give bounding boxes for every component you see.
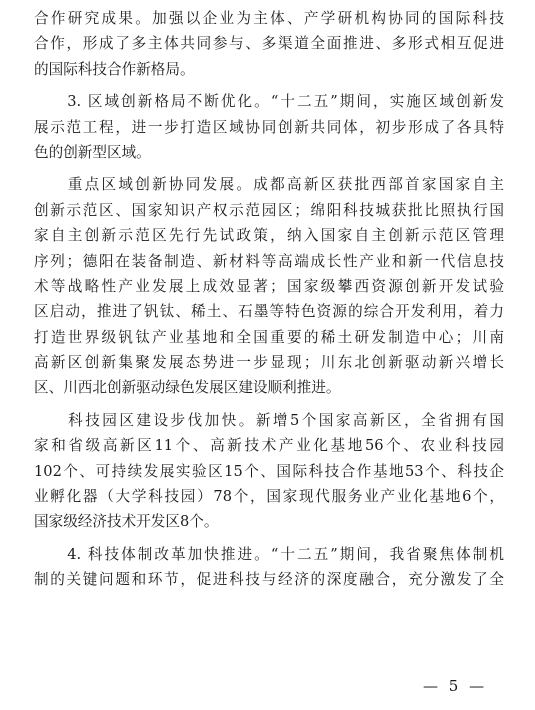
text-line: 区启动，推进了钒钛、稀土、石墨等特色资源的综合开发利用，着力 [34,303,504,321]
paragraph-key-regions [34,172,504,401]
text-line: 科技园区建设步伐加快。新增5个国家高新区，全省拥有国 [34,411,504,429]
text-line: 4. 科技体制改革加快推进。“十二五”期间，我省聚焦体制机 [34,545,504,563]
text-line: 业孵化器（大学科技园）78个，国家现代服务业产业化基地6个， [34,488,504,506]
text-line: 3. 区域创新格局不断优化。“十二五”期间，实施区域创新发 [34,93,504,111]
text-line: 打造世界级钒钛产业基地和全国重要的稀土研发制造中心；川南 [34,328,504,346]
text-line: 区、川西北创新驱动绿色发展区建设顺利推进。 [34,379,341,397]
text-line: 家和省级高新区11个、高新技术产业化基地56个、农业科技园 [34,437,504,455]
paragraph-international-cooperation [34,6,504,82]
text-line: 展示范工程，进一步打造区域协同创新共同体，初步形成了各具特 [34,118,504,136]
paragraph-science-parks [34,408,504,535]
text-line: 创新示范区、国家知识产权示范园区；绵阳科技城获批比照执行国 [34,201,504,219]
text-line: 高新区创新集聚发展态势进一步显现；川东北创新驱动新兴增长 [34,354,504,372]
text-line: 重点区域创新协同发展。成都高新区获批西部首家国家自主 [34,176,504,194]
document-page [34,6,504,600]
text-line: 国家级经济技术开发区8个。 [34,513,219,531]
paragraph-system-reform [34,542,504,593]
page-number: — 5 — [423,677,488,695]
text-line: 序列；德阳在装备制造、新材料等高端成长性产业和新一代信息技 [34,252,504,270]
text-line: 色的创新型区域。 [34,143,151,161]
paragraph-regional-innovation [34,89,504,165]
text-line: 合作研究成果。加强以企业为主体、产学研机构协同的国际科技 [34,10,504,27]
text-line: 102个、可持续发展实验区15个、国际科技合作基地53个、科技企 [34,462,504,480]
text-line: 术等战略性产业发展上成效显著；国家级攀西资源创新开发试验 [34,277,504,295]
text-line: 合作，形成了多主体共同参与、多渠道全面推进、多形式相互促进 [34,35,504,53]
text-line: 的国际科技合作新格局。 [34,60,195,78]
text-line: 家自主创新示范区先行先试政策，纳入国家自主创新示范区管理 [34,227,504,245]
text-line: 制的关键问题和环节，促进科技与经济的深度融合，充分激发了全 [34,571,504,589]
